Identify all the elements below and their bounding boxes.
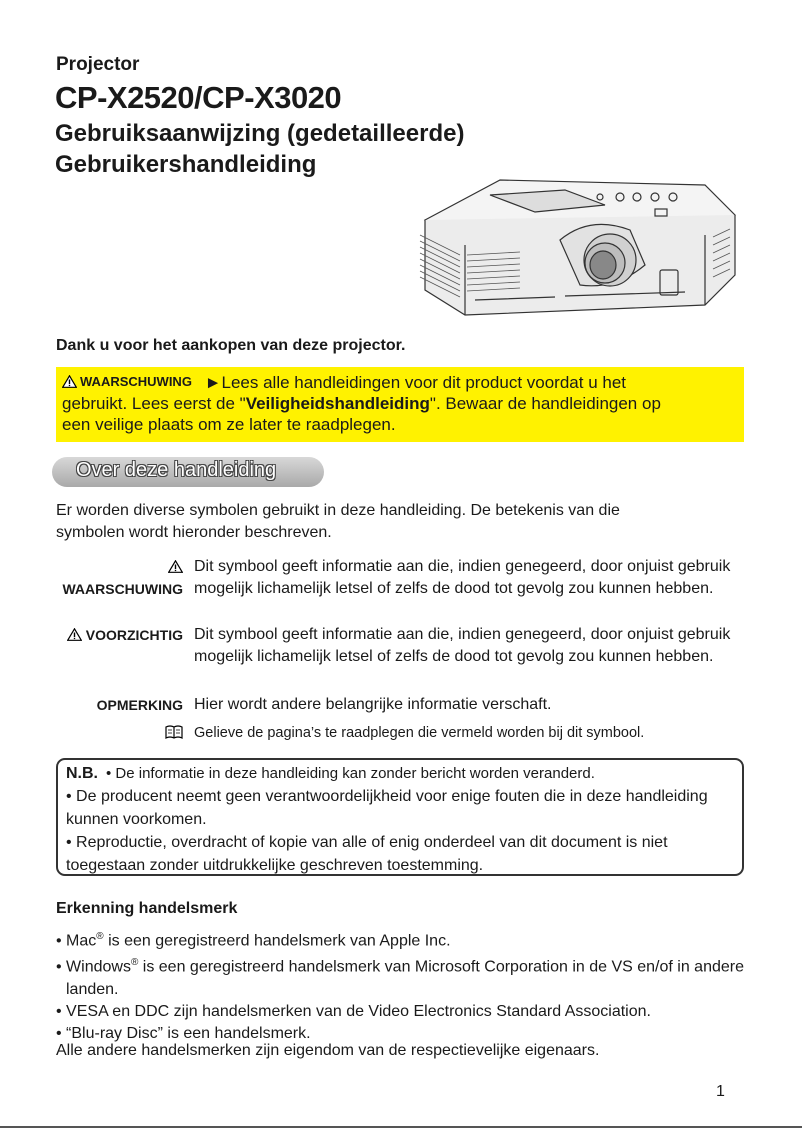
warning-line-2 xyxy=(62,393,738,414)
subtitle-line-1: Gebruiksaanwijzing (gedetailleerde) xyxy=(55,120,465,147)
trademark-windows xyxy=(56,952,756,1000)
trademark-vesa: • VESA en DDC zijn handelsmerken van de Video Electronics Standard Association. xyxy=(56,1002,651,1020)
caution-icon xyxy=(67,628,82,641)
section-intro xyxy=(56,500,746,544)
intro-line-2: symbolen wordt hieronder beschreven. xyxy=(56,524,332,541)
warning-line-2-post: ". Bewaar de handleidingen op xyxy=(429,394,661,413)
nb-line-1: • De informatie in deze handleiding kan zonder bericht worden veranderd. xyxy=(106,765,595,782)
warning-line-1: ►Lees alle handleidingen voor dit product voordat u het xyxy=(204,373,627,392)
symbol-label-text: VOORZICHTIG xyxy=(85,627,183,643)
subtitle-line-2: Gebruikershandleiding xyxy=(55,151,317,178)
warning-line-2-pre: gebruikt. Lees eerst de " xyxy=(62,394,246,413)
warning-label-text: WAARSCHUWING xyxy=(80,374,192,389)
page-number: 1 xyxy=(716,1083,725,1100)
symbol-label-note: OPMERKING xyxy=(96,697,183,713)
section-title: Over deze handleiding xyxy=(76,459,277,481)
warning-label xyxy=(62,371,192,392)
warning-icon xyxy=(62,375,77,388)
safety-guide-name: Veiligheidshandleiding xyxy=(245,394,430,413)
model-title: CP-X2520/CP-X3020 xyxy=(55,80,342,115)
trademark-list xyxy=(56,926,756,1045)
nb-box xyxy=(56,758,744,876)
symbol-description: Gelieve de pagina’s te raadplegen die vermeld worden bij dit symbool. xyxy=(194,725,645,741)
trademark-title: Erkenning handelsmerk xyxy=(56,900,238,917)
symbol-label-book xyxy=(56,723,183,745)
tm-win-pre: • Windows xyxy=(56,958,131,976)
symbol-description: Hier wordt andere belangrijke informatie verschaft. xyxy=(194,696,552,713)
symbol-description: Dit symbool geeft informatie aan die, indien genegeerd, door onjuist gebruik mogelijk lichamelijk letsel of zelfs de dood tot gevolg zou kunnen hebben. xyxy=(194,558,731,597)
book-icon xyxy=(165,725,183,739)
tm-mac-post: is een geregistreerd handelsmerk van Apple Inc. xyxy=(103,932,451,950)
symbol-label-text: WAARSCHUWING xyxy=(62,581,183,597)
projector-illustration xyxy=(405,175,745,335)
nb-line-2: • De producent neemt geen verantwoordelijkheid voor enige fouten die in deze handleiding kunnen voorkomen. xyxy=(66,788,708,828)
trademark-final-note: Alle andere handelsmerken zijn eigendom van de respectievelijke eigenaars. xyxy=(56,1042,600,1059)
registered-mark: ® xyxy=(130,957,139,969)
intro-line-1: Er worden diverse symbolen gebruikt in deze handleiding. De betekenis van die xyxy=(56,502,620,519)
nb-line-3: • Reproductie, overdracht of kopie van alle of enig onderdeel van dit document is niet toegestaan zonder uitdrukkelijke geschreven toestemming. xyxy=(66,834,668,874)
registered-mark: ® xyxy=(96,931,104,942)
symbol-label-caution xyxy=(56,624,183,646)
tm-win-post: is een geregistreerd handelsmerk van Microsoft Corporation in de VS en/of in andere landen. xyxy=(66,958,744,998)
page-bottom-rule xyxy=(0,1126,802,1128)
trademark-mac xyxy=(56,926,756,952)
thank-you-heading: Dank u voor het aankopen van deze projector. xyxy=(56,337,406,354)
trademark-bluray: • “Blu-ray Disc” is een handelsmerk. xyxy=(56,1024,311,1042)
product-category: Projector xyxy=(56,54,140,75)
nb-label: N.B. xyxy=(66,765,98,782)
tm-mac-pre: • Mac xyxy=(56,932,97,950)
symbol-label-warning xyxy=(56,556,183,600)
symbol-description: Dit symbool geeft informatie aan die, indien genegeerd, door onjuist gebruik mogelijk lichamelijk letsel of zelfs de dood tot gevolg zou kunnen hebben. xyxy=(194,626,731,665)
manual-subtitle xyxy=(55,118,464,180)
warning-icon xyxy=(168,560,183,573)
warning-line-3: een veilige plaats om ze later te raadplegen. xyxy=(62,415,396,434)
warning-box xyxy=(56,367,744,442)
